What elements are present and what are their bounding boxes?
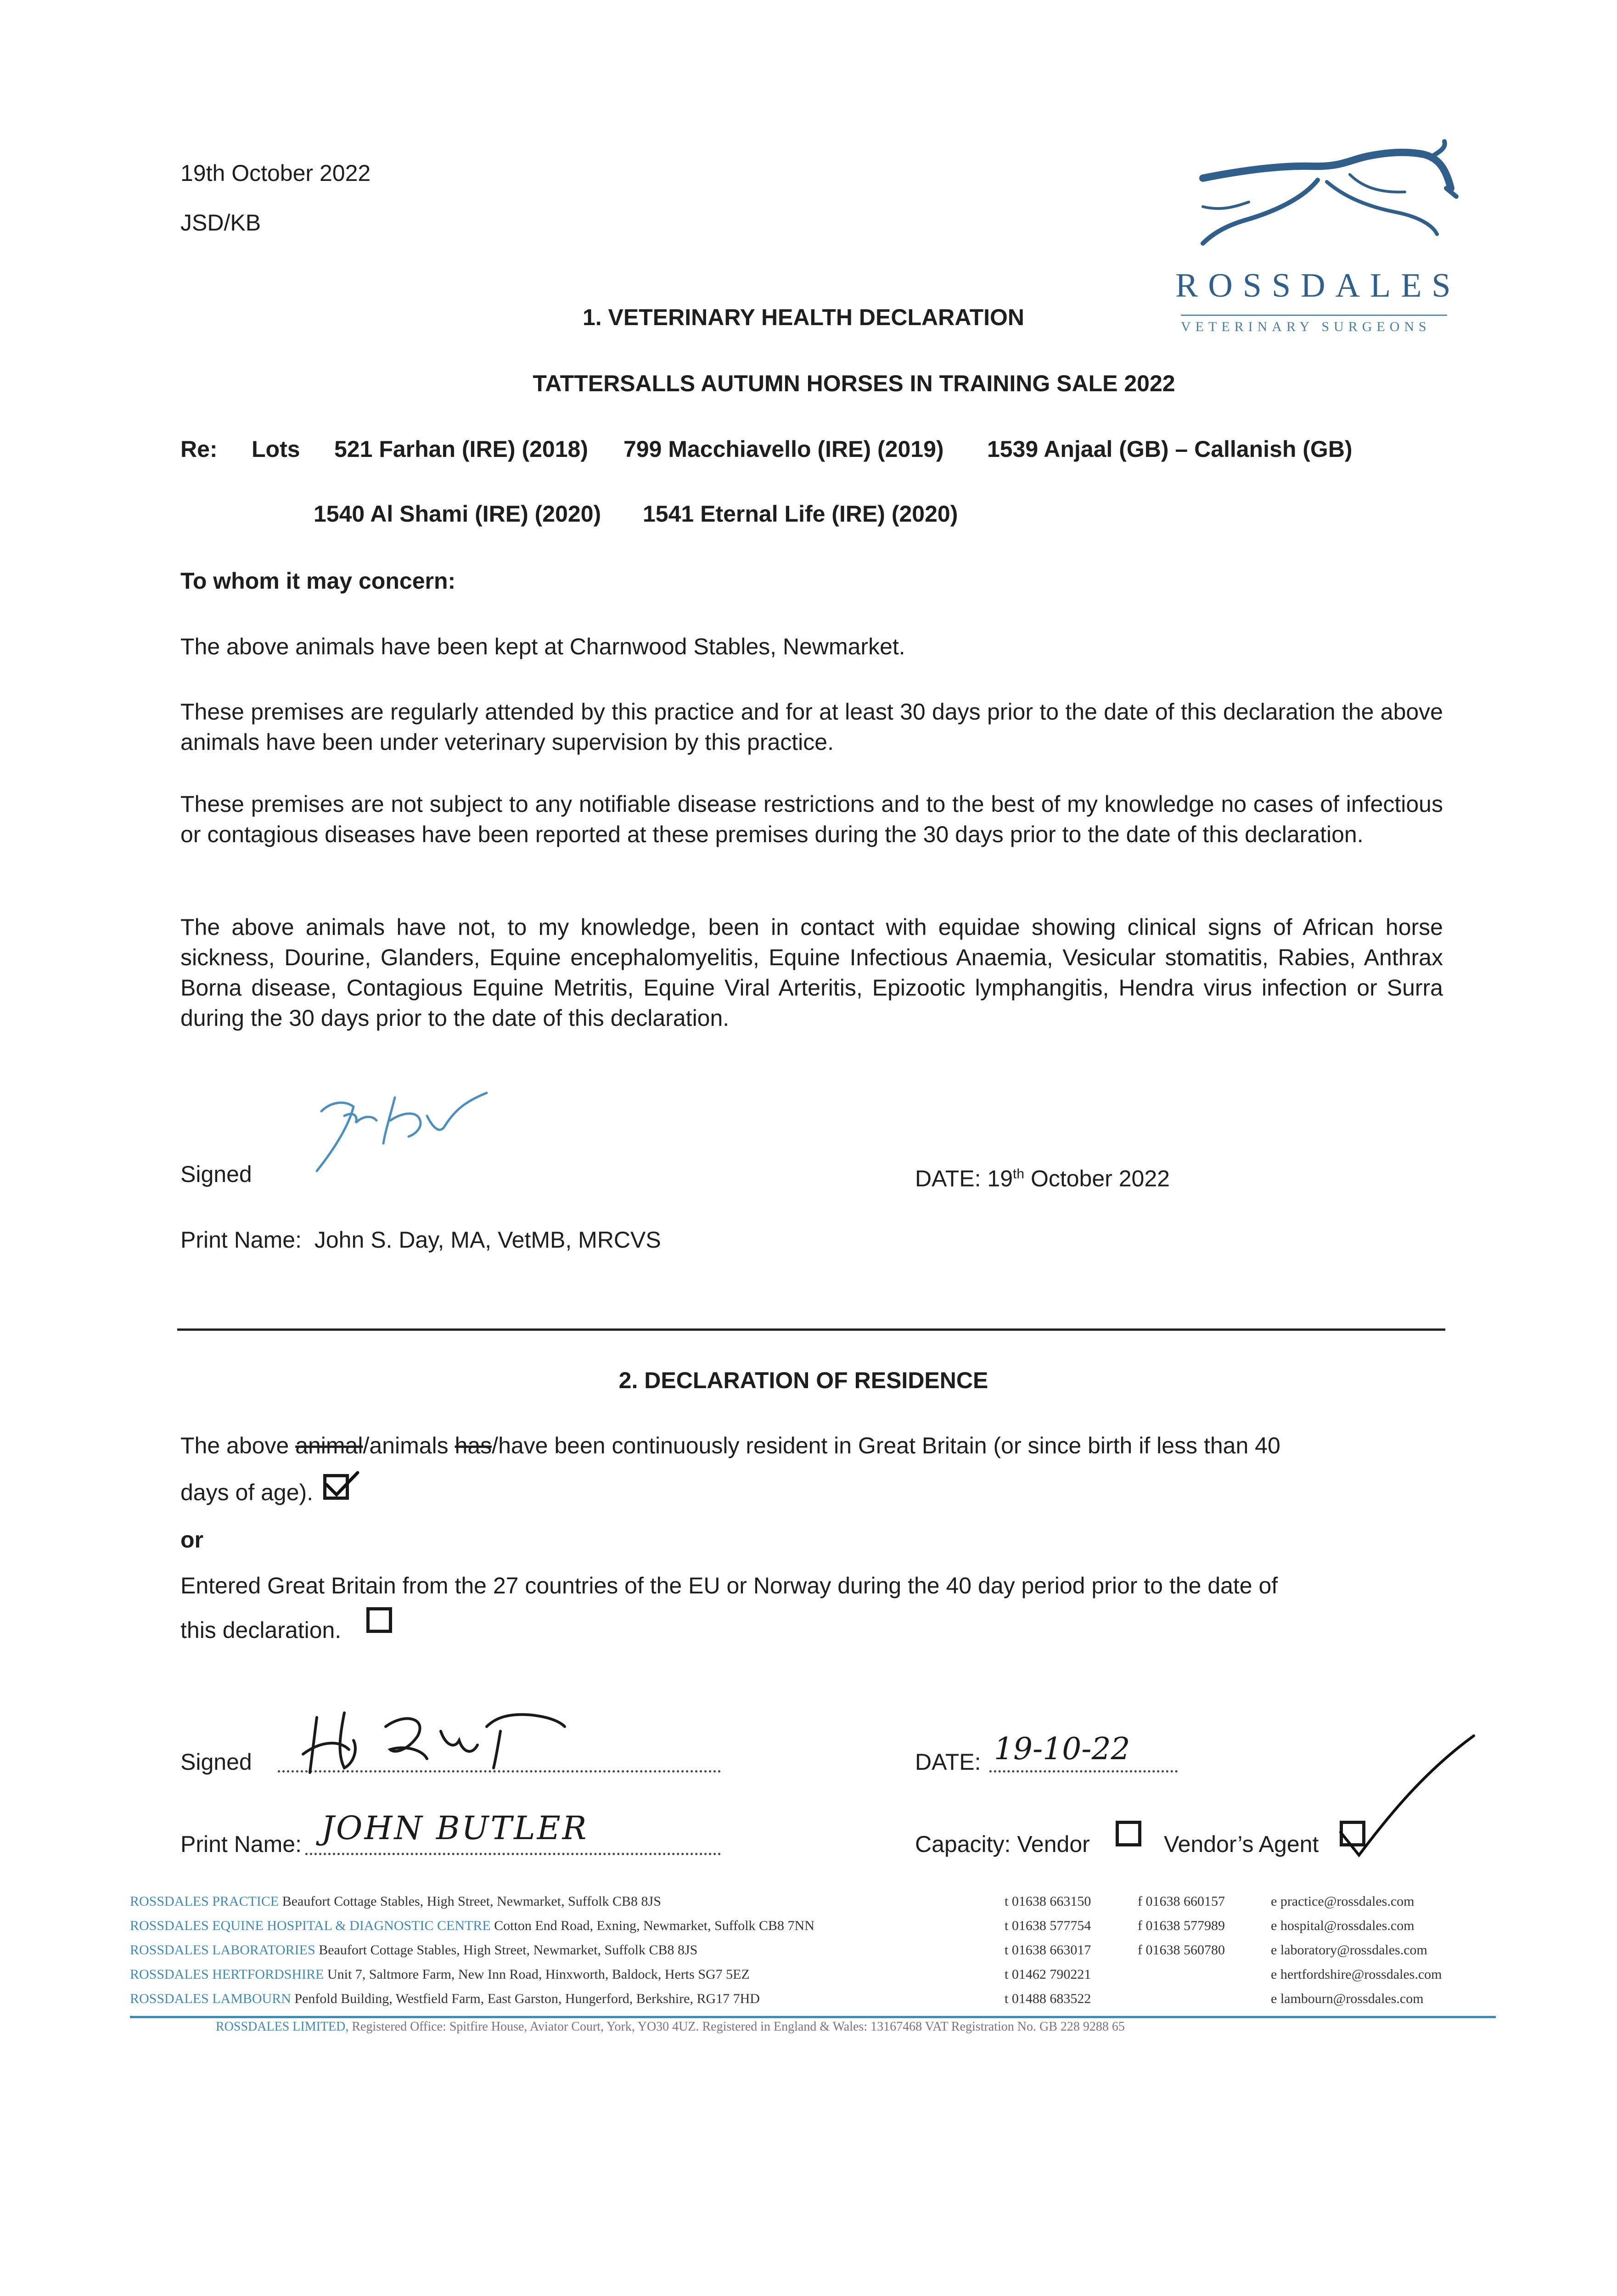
signed-label-2: Signed xyxy=(180,1749,252,1775)
lot-item: 1539 Anjaal (GB) – Callanish (GB) xyxy=(987,436,1353,462)
lot-item: 521 Farhan (IRE) (2018) xyxy=(334,436,588,462)
footer-fax: f 01638 577989 xyxy=(1138,1918,1225,1933)
print-name-label: Print Name: xyxy=(180,1227,302,1253)
letter-reference: JSD/KB xyxy=(180,210,261,236)
footer-row: ROSSDALES EQUINE HOSPITAL & DIAGNOSTIC CENTRE Cotton End Road, Exning, Newmarket, Suffolk CB8 7NN xyxy=(130,1918,814,1933)
registration-line: ROSSDALES LIMITED, Registered Office: Spitfire House, Aviator Court, York, YO30 4UZ. Registered in England & Wales: 13167468 VAT Registration No. GB 228 9288 65 xyxy=(216,2020,1125,2034)
vendors-agent-label: Vendor’s Agent xyxy=(1164,1831,1319,1857)
residence-option-1: The above animal/animals has/have been continuously resident in Great Britain (or since birth if less than 40 xyxy=(180,1433,1280,1458)
footer-row: ROSSDALES LAMBOURN Penfold Building, Westfield Farm, East Garston, Hungerford, Berkshire, RG17 7HD xyxy=(130,1991,760,2006)
agent-signature xyxy=(294,1699,569,1782)
footer-tel: t 01638 663017 xyxy=(1005,1942,1091,1958)
lot-item: 1540 Al Shami (IRE) (2020) xyxy=(314,501,601,527)
footer-row: ROSSDALES HERTFORDSHIRE Unit 7, Saltmore Farm, New Inn Road, Hinxworth, Baldock, Herts SG7 5EZ xyxy=(130,1967,750,1982)
section-1-heading: 1. VETERINARY HEALTH DECLARATION xyxy=(582,304,1025,330)
footer-tel: t 01638 577754 xyxy=(1005,1918,1091,1933)
residence-option-2-line2: this declaration. xyxy=(180,1617,342,1643)
capacity-vendor-label: Capacity: Vendor xyxy=(915,1831,1090,1857)
residence-option-1-line2: days of age). xyxy=(180,1480,314,1505)
residence-checkbox-1[interactable] xyxy=(323,1474,349,1500)
paragraph: The above animals have been kept at Charnwood Stables, Newmarket. xyxy=(180,634,905,659)
or-label: or xyxy=(180,1527,203,1553)
logo-divider xyxy=(1181,315,1447,316)
logo-subtitle: VETERINARY SURGEONS xyxy=(1181,319,1431,334)
residence-option-2: Entered Great Britain from the 27 countries of the EU or Norway during the 40 day period prior to the date of xyxy=(180,1573,1278,1598)
paragraph: These premises are not subject to any notifiable disease restrictions and to the best of my knowledge no cases of infectious or contagious diseases have been reported at these premises during the 30 days prior to the date of this declaration. xyxy=(180,791,1443,847)
paragraph: These premises are regularly attended by this practice and for at least 30 days prior to the date of this declaration the above animals have been under veterinary supervision by this practice. xyxy=(180,699,1443,755)
footer-tel: t 01638 663150 xyxy=(1005,1894,1091,1909)
re-label: Re: xyxy=(180,436,218,462)
check-mark-icon xyxy=(323,1471,359,1498)
print-name-line xyxy=(305,1853,721,1855)
section-2-heading: 2. DECLARATION OF RESIDENCE xyxy=(618,1367,988,1393)
section-1-date: DATE: 19th October 2022 xyxy=(915,1165,1170,1192)
sale-title: TATTERSALLS AUTUMN HORSES IN TRAINING SALE 2022 xyxy=(533,371,1175,396)
lot-item: 799 Macchiavello (IRE) (2019) xyxy=(623,436,944,462)
residence-checkbox-2[interactable] xyxy=(366,1607,392,1633)
horse-logo-icon xyxy=(1175,138,1469,266)
footer-email: e hospital@rossdales.com xyxy=(1271,1918,1415,1933)
date-label-2: DATE: xyxy=(915,1749,981,1775)
vet-signature xyxy=(303,1084,523,1185)
lots-label: Lots xyxy=(252,436,300,462)
salutation: To whom it may concern: xyxy=(180,568,456,594)
section-divider xyxy=(177,1328,1445,1331)
print-name-label-2: Print Name: xyxy=(180,1831,302,1857)
rossdales-logo xyxy=(1175,138,1469,344)
print-name-row xyxy=(180,1225,661,1255)
date-line xyxy=(989,1770,1178,1773)
footer-row: ROSSDALES PRACTICE Beaufort Cottage Stables, High Street, Newmarket, Suffolk CB8 8JS xyxy=(130,1894,661,1909)
logo-name: ROSSDALES xyxy=(1175,267,1461,304)
lot-item: 1541 Eternal Life (IRE) (2020) xyxy=(643,501,958,527)
date-handwritten: 19-10-22 xyxy=(994,1731,1130,1767)
print-name-handwritten: JOHN BUTLER xyxy=(321,1809,589,1847)
footer-divider xyxy=(130,2016,1496,2018)
paragraph: The above animals have not, to my knowledge, been in contact with equidae showing clinical signs of African horse sickness, Dourine, Glanders, Equine encephalomyelitis, Equine Infectious Anaemia, Vesicular stomatitis, Rabies, Anthrax Borna disease, Contagious Equine Metritis, Equine Viral Arteritis, Epizootic lymphangitis, Hendra virus infection or Surra during the 30 days prior to the date of this declaration. xyxy=(180,914,1443,1031)
vendor-checkbox[interactable] xyxy=(1116,1821,1141,1846)
footer-email: e hertfordshire@rossdales.com xyxy=(1271,1967,1442,1982)
footer-email: e laboratory@rossdales.com xyxy=(1271,1942,1427,1958)
footer-tel: t 01462 790221 xyxy=(1005,1967,1091,1982)
footer-row: ROSSDALES LABORATORIES Beaufort Cottage Stables, High Street, Newmarket, Suffolk CB8 8JS xyxy=(130,1942,698,1958)
footer-email: e lambourn@rossdales.com xyxy=(1271,1991,1424,2006)
signed-label: Signed xyxy=(180,1161,252,1187)
footer-tel: t 01488 683522 xyxy=(1005,1991,1091,2006)
footer-fax: f 01638 560780 xyxy=(1138,1942,1225,1958)
print-name-value: John S. Day, MA, VetMB, MRCVS xyxy=(314,1227,661,1253)
footer-fax: f 01638 660157 xyxy=(1138,1894,1225,1909)
check-mark-icon xyxy=(1331,1727,1478,1864)
footer-email: e practice@rossdales.com xyxy=(1271,1894,1415,1909)
letter-date: 19th October 2022 xyxy=(180,160,371,186)
